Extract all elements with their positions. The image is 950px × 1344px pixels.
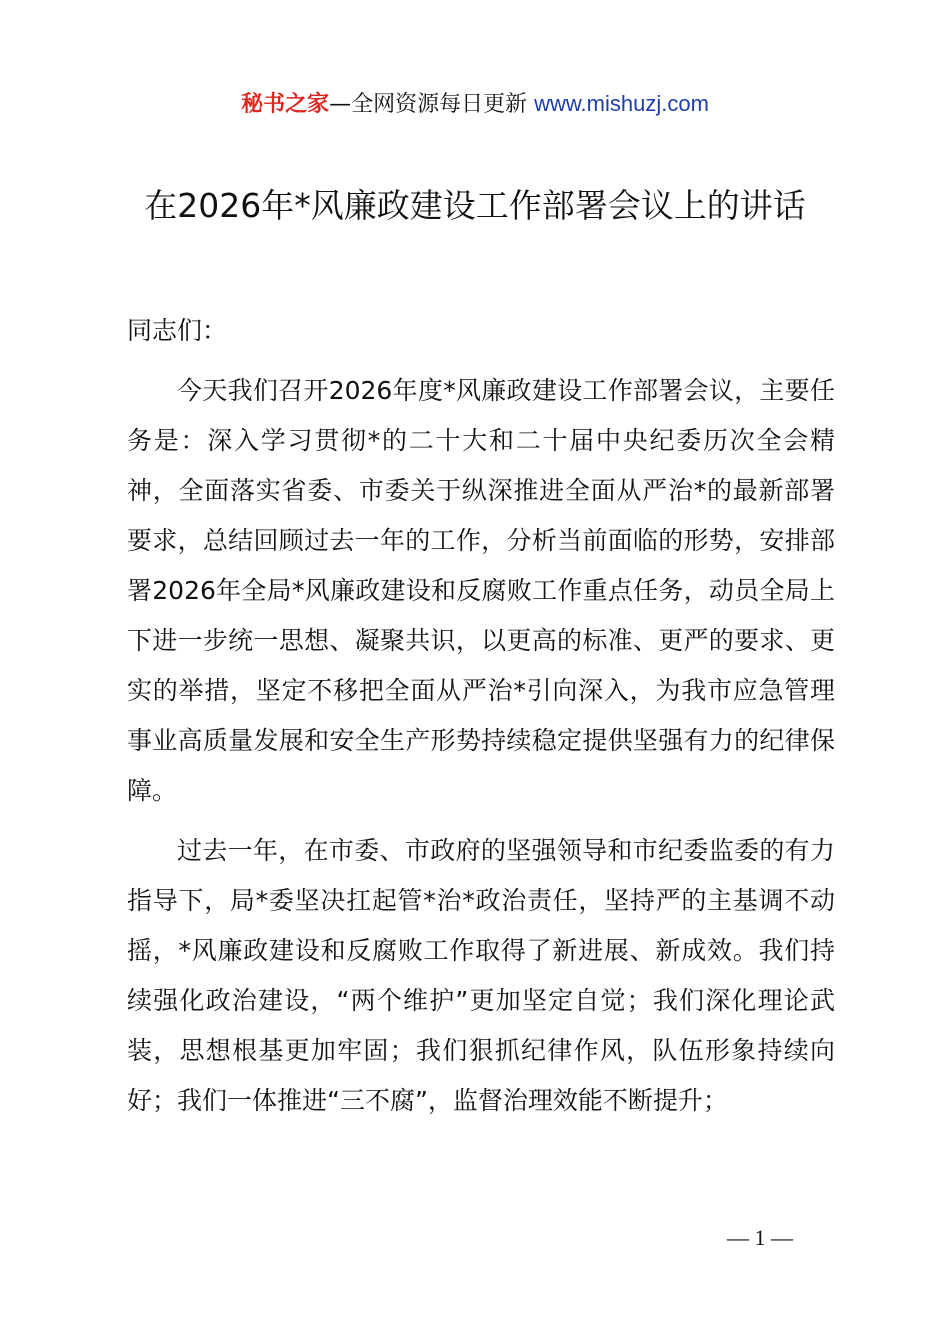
paragraph-1: 今天我们召开2026年度*风廉政建设工作部署会议，主要任务是：深入学习贯彻*的二十大和二十届中央纪委历次全会精神，全面落实省委、市委关于纵深推进全面从严治*的最新部署要求，总结回顾过去一年的工作，分析当前面临的形势，安排部署2026年全局*风廉政建设和反腐败工作重点任务，动员全局上下进一步统一思想、凝聚共识，以更高的标准、更严的要求、更实的举措，坚定不移把全面从严治*引向深入，为我市应急管理事业高质量发展和安全生产形势持续稳定提供坚强有力的纪律保障。 — [127, 376, 835, 805]
site-tagline: —全网资源每日更新 — [329, 92, 535, 117]
site-url-link[interactable]: www.mishuzj.com — [534, 91, 709, 116]
page-number: — 1 — — [727, 1225, 793, 1250]
site-header — [0, 88, 950, 121]
document-title: 在2026年*风廉政建设工作部署会议上的讲话 — [144, 186, 806, 225]
salutation: 同志们： — [127, 316, 228, 345]
document-body — [127, 306, 835, 1136]
paragraph-2: 过去一年，在市委、市政府的坚强领导和市纪委监委的有力指导下，局*委坚决扛起管*治*政治责任，坚持严的主基调不动摇，*风廉政建设和反腐败工作取得了新进展、新成效。我们持续强化政治建设，“两个维护”更加坚定自觉；我们深化理论武装，思想根基更加牢固；我们狠抓纪律作风，队伍形象持续向好；我们一体推进“三不腐”，监督治理效能不断提升； — [127, 836, 835, 1115]
site-brand: 秘书之家 — [241, 92, 330, 117]
